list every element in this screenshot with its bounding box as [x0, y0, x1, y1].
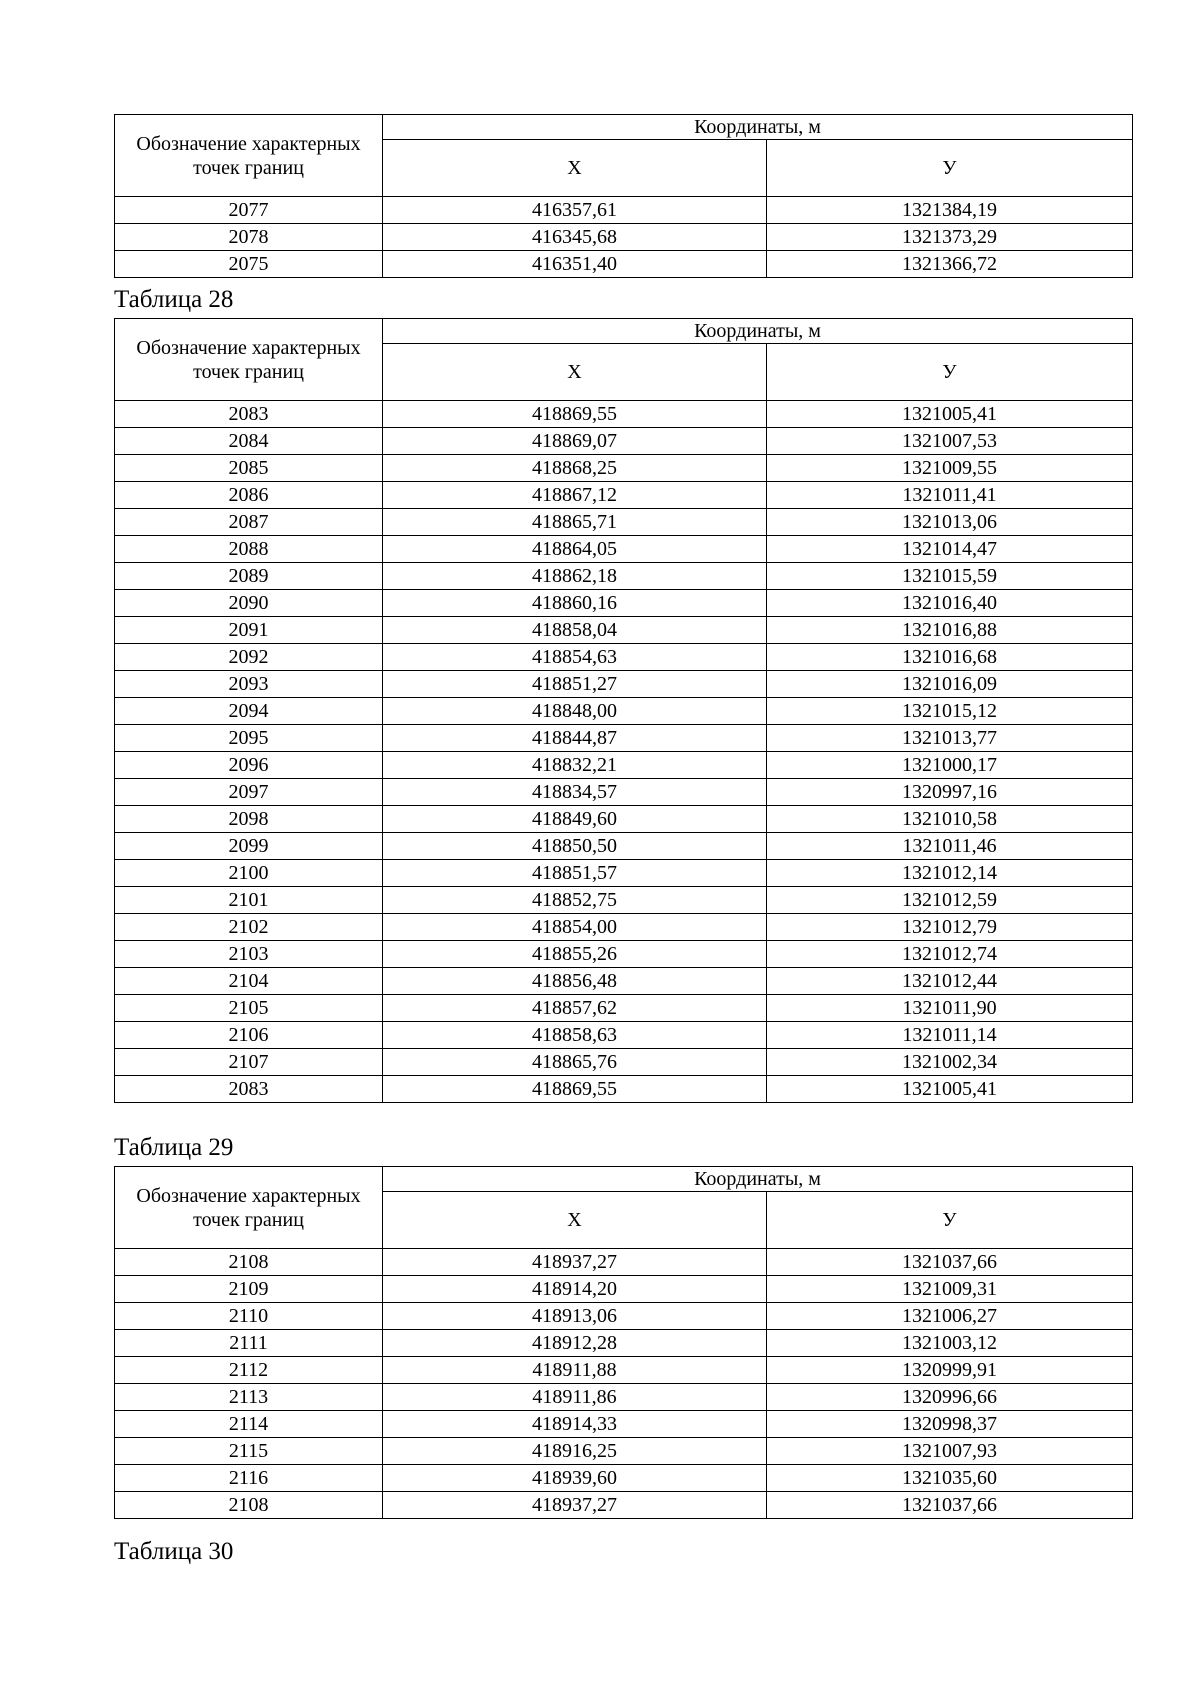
- y-coordinate-cell: 1321005,41: [767, 1076, 1133, 1103]
- x-coordinate-cell: 418865,76: [383, 1049, 767, 1076]
- table-row: [115, 698, 1133, 725]
- x-column-header: Х: [383, 344, 767, 401]
- y-coordinate-cell: 1321016,68: [767, 644, 1133, 671]
- table-row: [115, 671, 1133, 698]
- y-coordinate-cell: 1321000,17: [767, 752, 1133, 779]
- y-coordinate-cell: 1321006,27: [767, 1303, 1133, 1330]
- point-cell: 2107: [115, 1049, 383, 1076]
- point-cell: 2108: [115, 1492, 383, 1519]
- table-row: [115, 1411, 1133, 1438]
- point-designation-header: Обозначение характерных точек границ: [115, 319, 383, 401]
- table-row: [115, 1049, 1133, 1076]
- y-coordinate-cell: 1320997,16: [767, 779, 1133, 806]
- point-cell: 2100: [115, 860, 383, 887]
- point-cell: 2114: [115, 1411, 383, 1438]
- table-row: [115, 563, 1133, 590]
- x-coordinate-cell: 418869,07: [383, 428, 767, 455]
- point-cell: 2091: [115, 617, 383, 644]
- x-coordinate-cell: 418865,71: [383, 509, 767, 536]
- table-row: [115, 644, 1133, 671]
- point-cell: 2110: [115, 1303, 383, 1330]
- table-row: [115, 752, 1133, 779]
- y-coordinate-cell: 1321037,66: [767, 1249, 1133, 1276]
- y-coordinate-cell: 1321366,72: [767, 251, 1133, 278]
- x-coordinate-cell: 418937,27: [383, 1492, 767, 1519]
- x-coordinate-cell: 418939,60: [383, 1465, 767, 1492]
- y-coordinate-cell: 1321002,34: [767, 1049, 1133, 1076]
- x-coordinate-cell: 418854,63: [383, 644, 767, 671]
- point-cell: 2103: [115, 941, 383, 968]
- point-cell: 2112: [115, 1357, 383, 1384]
- point-cell: 2111: [115, 1330, 383, 1357]
- point-cell: 2090: [115, 590, 383, 617]
- point-cell: 2085: [115, 455, 383, 482]
- y-coordinate-cell: 1320998,37: [767, 1411, 1133, 1438]
- x-coordinate-cell: 418913,06: [383, 1303, 767, 1330]
- point-designation-header: Обозначение характерных точек границ: [115, 115, 383, 197]
- y-coordinate-cell: 1321012,79: [767, 914, 1133, 941]
- x-coordinate-cell: 418855,26: [383, 941, 767, 968]
- point-cell: 2088: [115, 536, 383, 563]
- coordinates-table-block-3: [114, 1166, 1132, 1519]
- x-coordinate-cell: 418911,86: [383, 1384, 767, 1411]
- table-row: [115, 725, 1133, 752]
- table-row: [115, 1276, 1133, 1303]
- table-row: [115, 455, 1133, 482]
- table-row: [115, 1303, 1133, 1330]
- y-coordinate-cell: 1321012,14: [767, 860, 1133, 887]
- x-column-header: Х: [383, 1192, 767, 1249]
- y-coordinate-cell: 1321012,59: [767, 887, 1133, 914]
- table-row: [115, 590, 1133, 617]
- y-coordinate-cell: 1321011,46: [767, 833, 1133, 860]
- table-row: [115, 617, 1133, 644]
- table-row: [115, 251, 1133, 278]
- x-coordinate-cell: 418857,62: [383, 995, 767, 1022]
- table-caption-30: Таблица 30: [114, 1538, 234, 1565]
- point-cell: 2116: [115, 1465, 383, 1492]
- x-coordinate-cell: 418914,20: [383, 1276, 767, 1303]
- x-coordinate-cell: 418844,87: [383, 725, 767, 752]
- y-coordinate-cell: 1321010,58: [767, 806, 1133, 833]
- table-body: [115, 401, 1133, 1103]
- y-coordinate-cell: 1321373,29: [767, 224, 1133, 251]
- coordinates-table: [114, 318, 1133, 1103]
- table-row: [115, 1492, 1133, 1519]
- point-cell: 2115: [115, 1438, 383, 1465]
- table-row: [115, 1076, 1133, 1103]
- y-coordinate-cell: 1321014,47: [767, 536, 1133, 563]
- table-row: [115, 509, 1133, 536]
- point-designation-header: Обозначение характерных точек границ: [115, 1167, 383, 1249]
- table-row: [115, 1438, 1133, 1465]
- x-column-header: Х: [383, 140, 767, 197]
- y-coordinate-cell: 1321013,06: [767, 509, 1133, 536]
- table-row: [115, 887, 1133, 914]
- coordinates-table-block-2: [114, 318, 1132, 1103]
- table-row: [115, 1357, 1133, 1384]
- point-cell: 2093: [115, 671, 383, 698]
- point-cell: 2077: [115, 197, 383, 224]
- x-coordinate-cell: 418868,25: [383, 455, 767, 482]
- table-row: [115, 197, 1133, 224]
- x-coordinate-cell: 418856,48: [383, 968, 767, 995]
- y-coordinate-cell: 1321012,74: [767, 941, 1133, 968]
- table-row: [115, 428, 1133, 455]
- point-cell: 2086: [115, 482, 383, 509]
- coordinates-header: Координаты, м: [383, 319, 1133, 344]
- point-cell: 2092: [115, 644, 383, 671]
- x-coordinate-cell: 418850,50: [383, 833, 767, 860]
- y-coordinate-cell: 1321011,14: [767, 1022, 1133, 1049]
- x-coordinate-cell: 418867,12: [383, 482, 767, 509]
- coordinates-table: [114, 114, 1133, 278]
- table-row: [115, 1384, 1133, 1411]
- point-cell: 2097: [115, 779, 383, 806]
- table-row: [115, 401, 1133, 428]
- x-coordinate-cell: 416351,40: [383, 251, 767, 278]
- point-cell: 2095: [115, 725, 383, 752]
- x-coordinate-cell: 418869,55: [383, 401, 767, 428]
- point-cell: 2084: [115, 428, 383, 455]
- y-coordinate-cell: 1320999,91: [767, 1357, 1133, 1384]
- y-coordinate-cell: 1321011,41: [767, 482, 1133, 509]
- y-coordinate-cell: 1321013,77: [767, 725, 1133, 752]
- coordinates-table-block-1: [114, 114, 1132, 278]
- y-column-header: У: [767, 140, 1133, 197]
- x-coordinate-cell: 418852,75: [383, 887, 767, 914]
- point-cell: 2075: [115, 251, 383, 278]
- table-caption-29: Таблица 29: [114, 1134, 234, 1161]
- x-coordinate-cell: 418937,27: [383, 1249, 767, 1276]
- table-row: [115, 224, 1133, 251]
- table-row: [115, 833, 1133, 860]
- point-cell: 2083: [115, 1076, 383, 1103]
- y-column-header: У: [767, 1192, 1133, 1249]
- x-coordinate-cell: 418858,04: [383, 617, 767, 644]
- point-cell: 2104: [115, 968, 383, 995]
- point-cell: 2105: [115, 995, 383, 1022]
- coordinates-table: [114, 1166, 1133, 1519]
- y-coordinate-cell: 1321005,41: [767, 401, 1133, 428]
- x-coordinate-cell: 418851,57: [383, 860, 767, 887]
- y-coordinate-cell: 1321011,90: [767, 995, 1133, 1022]
- x-coordinate-cell: 416345,68: [383, 224, 767, 251]
- x-coordinate-cell: 418911,88: [383, 1357, 767, 1384]
- table-row: [115, 779, 1133, 806]
- table-row: [115, 1249, 1133, 1276]
- x-coordinate-cell: 418848,00: [383, 698, 767, 725]
- table-body: [115, 1249, 1133, 1519]
- x-coordinate-cell: 418860,16: [383, 590, 767, 617]
- y-coordinate-cell: 1321007,53: [767, 428, 1133, 455]
- y-coordinate-cell: 1321016,88: [767, 617, 1133, 644]
- table-row: [115, 482, 1133, 509]
- point-cell: 2083: [115, 401, 383, 428]
- y-coordinate-cell: 1321037,66: [767, 1492, 1133, 1519]
- x-coordinate-cell: 418912,28: [383, 1330, 767, 1357]
- point-cell: 2098: [115, 806, 383, 833]
- point-cell: 2087: [115, 509, 383, 536]
- x-coordinate-cell: 418858,63: [383, 1022, 767, 1049]
- y-coordinate-cell: 1321012,44: [767, 968, 1133, 995]
- table-row: [115, 860, 1133, 887]
- table-body: [115, 197, 1133, 278]
- x-coordinate-cell: 418832,21: [383, 752, 767, 779]
- table-row: [115, 1022, 1133, 1049]
- point-cell: 2099: [115, 833, 383, 860]
- point-cell: 2094: [115, 698, 383, 725]
- table-row: [115, 536, 1133, 563]
- y-coordinate-cell: 1321384,19: [767, 197, 1133, 224]
- x-coordinate-cell: 418916,25: [383, 1438, 767, 1465]
- y-coordinate-cell: 1321016,09: [767, 671, 1133, 698]
- x-coordinate-cell: 418869,55: [383, 1076, 767, 1103]
- point-cell: 2102: [115, 914, 383, 941]
- table-caption-28: Таблица 28: [114, 286, 234, 313]
- x-coordinate-cell: 418864,05: [383, 536, 767, 563]
- table-row: [115, 1330, 1133, 1357]
- y-column-header: У: [767, 344, 1133, 401]
- table-row: [115, 995, 1133, 1022]
- x-coordinate-cell: 418914,33: [383, 1411, 767, 1438]
- point-cell: 2113: [115, 1384, 383, 1411]
- coordinates-header: Координаты, м: [383, 115, 1133, 140]
- point-cell: 2106: [115, 1022, 383, 1049]
- coordinates-header: Координаты, м: [383, 1167, 1133, 1192]
- y-coordinate-cell: 1321003,12: [767, 1330, 1133, 1357]
- y-coordinate-cell: 1321015,59: [767, 563, 1133, 590]
- point-cell: 2101: [115, 887, 383, 914]
- x-coordinate-cell: 416357,61: [383, 197, 767, 224]
- x-coordinate-cell: 418851,27: [383, 671, 767, 698]
- y-coordinate-cell: 1320996,66: [767, 1384, 1133, 1411]
- y-coordinate-cell: 1321016,40: [767, 590, 1133, 617]
- x-coordinate-cell: 418854,00: [383, 914, 767, 941]
- point-cell: 2109: [115, 1276, 383, 1303]
- y-coordinate-cell: 1321035,60: [767, 1465, 1133, 1492]
- x-coordinate-cell: 418834,57: [383, 779, 767, 806]
- table-row: [115, 1465, 1133, 1492]
- x-coordinate-cell: 418849,60: [383, 806, 767, 833]
- y-coordinate-cell: 1321009,31: [767, 1276, 1133, 1303]
- point-cell: 2089: [115, 563, 383, 590]
- table-row: [115, 806, 1133, 833]
- table-row: [115, 914, 1133, 941]
- y-coordinate-cell: 1321015,12: [767, 698, 1133, 725]
- table-row: [115, 941, 1133, 968]
- y-coordinate-cell: 1321007,93: [767, 1438, 1133, 1465]
- point-cell: 2108: [115, 1249, 383, 1276]
- x-coordinate-cell: 418862,18: [383, 563, 767, 590]
- point-cell: 2096: [115, 752, 383, 779]
- table-row: [115, 968, 1133, 995]
- y-coordinate-cell: 1321009,55: [767, 455, 1133, 482]
- point-cell: 2078: [115, 224, 383, 251]
